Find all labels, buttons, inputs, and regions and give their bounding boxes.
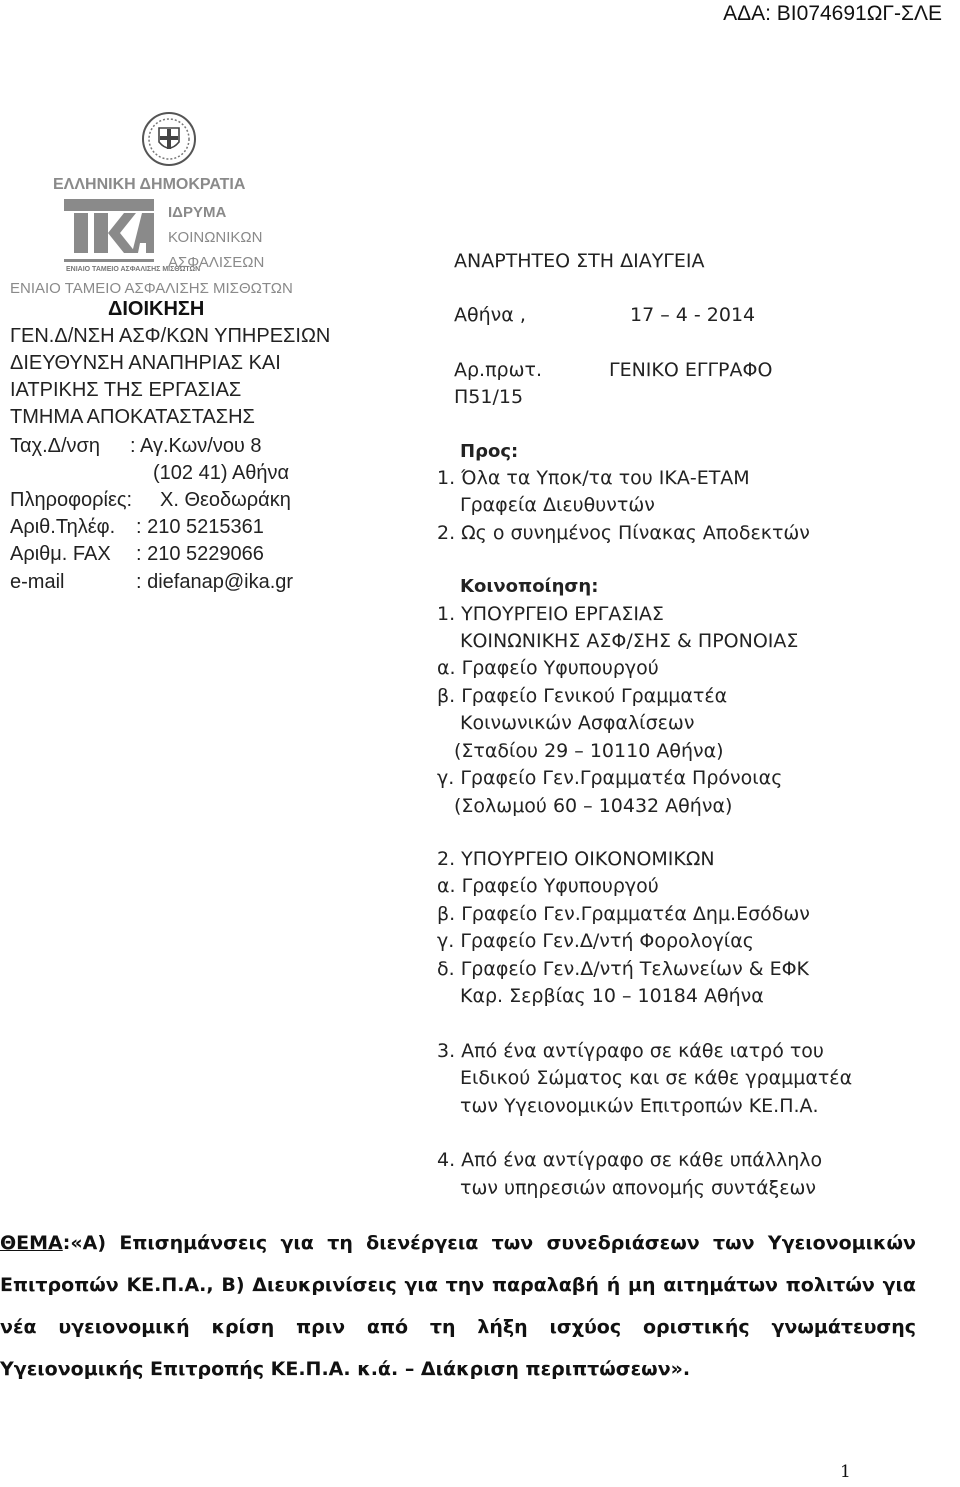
city: Αθήνα , — [454, 304, 526, 326]
recipient-line: 2. Ως ο συνημένος Πίνακας Αποδεκτών — [437, 522, 810, 544]
fund-name: ΕΝΙΑΙΟ ΤΑΜΕΙΟ ΑΣΦΑΛΙΣΗΣ ΜΙΣΘΩΤΩΝ — [10, 280, 293, 297]
cc-line: 3. Από ένα αντίγραφο σε κάθε ιατρό του — [437, 1040, 824, 1062]
org-line-3: ΑΣΦΑΛΙΣΕΩΝ — [168, 254, 265, 271]
protocol-label: Αρ.πρωτ. — [454, 359, 542, 381]
protocol-number: Π51/15 — [454, 386, 524, 408]
sender-line: ΓΕΝ.Δ/ΝΣΗ ΑΣΦ/ΚΩΝ ΥΠΗΡΕΣΙΩΝ — [10, 325, 331, 347]
email-value: : diefanap@ika.gr — [136, 571, 294, 593]
org-line-1: ΙΔΡΥΜΑ — [168, 204, 227, 221]
email-label: e-mail — [10, 571, 65, 593]
info-value: Χ. Θεοδωράκη — [160, 489, 291, 511]
sender-title: ΔΙΟΙΚΗΣΗ — [108, 298, 205, 320]
fax-value: : 210 5229066 — [136, 543, 264, 565]
tel-label: Αριθ.Τηλέφ. — [10, 516, 116, 538]
sender-line: ΔΙΕΥΘΥΝΣΗ ΑΝΑΠΗΡΙΑΣ ΚΑΙ — [10, 352, 281, 374]
document-type: ΓΕΝΙΚΟ ΕΓΓΡΑΦΟ — [609, 359, 773, 381]
cc-line: 2. ΥΠΟΥΡΓΕΙΟ ΟΙΚΟΝΟΜΙΚΩΝ — [437, 848, 715, 870]
cc-line: γ. Γραφείο Γεν.Δ/ντή Φορολογίας — [437, 930, 754, 952]
subject-paragraph — [0, 1222, 916, 1390]
page-number: 1 — [840, 1462, 851, 1482]
cc-line: ΚΟΙΝΩΝΙΚΗΣ ΑΣΦ/ΣΗΣ & ΠΡΟΝΟΙΑΣ — [460, 630, 799, 652]
cc-line: δ. Γραφείο Γεν.Δ/ντή Τελωνείων & ΕΦΚ — [437, 958, 809, 980]
subject-label: ΘΕΜΑ — [0, 1232, 63, 1254]
cc-line: α. Γραφείο Υφυπουργού — [437, 657, 659, 679]
cc-line: των Υγειονομικών Επιτροπών ΚΕ.Π.Α. — [460, 1095, 819, 1117]
document-date: 17 – 4 - 2014 — [630, 304, 756, 326]
info-label: Πληροφορίες: — [10, 489, 133, 511]
greek-seal-icon — [140, 108, 198, 170]
cc-line: Ειδικού Σώματος και σε κάθε γραμματέα — [460, 1067, 853, 1089]
cc-line: 1. ΥΠΟΥΡΓΕΙΟ ΕΡΓΑΣΙΑΣ — [437, 603, 664, 625]
ika-logo — [64, 199, 154, 269]
logo-small-caption: ΕΝΙΑΙΟ ΤΑΜΕΙΟ ΑΣΦΑΛΙΣΗΣ ΜΙΣΘΩΤΩΝ — [66, 266, 201, 273]
cc-line: 4. Από ένα αντίγραφο σε κάθε υπάλληλο — [437, 1149, 823, 1171]
cc-line: γ. Γραφείο Γεν.Γραμματέα Πρόνοιας — [437, 767, 783, 789]
cc-line: Καρ. Σερβίας 10 – 10184 Αθήνα — [460, 985, 764, 1007]
to-label: Προς: — [460, 441, 519, 462]
republic-label: ΕΛΛΗΝΙΚΗ ΔΗΜΟΚΡΑΤΙΑ — [53, 176, 246, 193]
tel-value: : 210 5215361 — [136, 516, 264, 538]
fax-label: Αριθμ. FAX — [10, 543, 111, 565]
cc-line: Κοινωνικών Ασφαλίσεων — [460, 712, 695, 734]
cc-line: (Σολωμού 60 – 10432 Αθήνα) — [454, 795, 733, 817]
cc-line: (Σταδίου 29 – 10110 Αθήνα) — [454, 740, 724, 762]
cc-line: β. Γραφείο Γεν.Γραμματέα Δημ.Εσόδων — [437, 903, 810, 925]
recipient-line: 1. Όλα τα Υποκ/τα του ΙΚΑ-ΕΤΑΜ — [437, 467, 750, 489]
cc-line: β. Γραφείο Γενικού Γραμματέα — [437, 685, 728, 707]
sender-line: ΤΜΗΜΑ ΑΠΟΚΑΤΑΣΤΑΣΗΣ — [10, 406, 255, 428]
address-city: (102 41) Αθήνα — [153, 462, 290, 484]
ada-code: ΑΔΑ: ΒΙ074691ΩΓ-ΣΛΕ — [723, 2, 942, 25]
cc-line: των υπηρεσιών απονομής συντάξεων — [460, 1177, 816, 1199]
diavgeia-notice: ΑΝΑΡΤΗΤΕΟ ΣΤΗ ΔΙΑΥΓΕΙΑ — [454, 250, 705, 272]
sender-line: ΙΑΤΡΙΚΗΣ ΤΗΣ ΕΡΓΑΣΙΑΣ — [10, 379, 242, 401]
org-line-2: ΚΟΙΝΩΝΙΚΩΝ — [168, 229, 263, 246]
address-value: : Αγ.Κων/νου 8 — [130, 435, 262, 457]
cc-line: α. Γραφείο Υφυπουργού — [437, 875, 659, 897]
recipient-line: Γραφεία Διευθυντών — [460, 494, 655, 516]
subject-text: :«Α) Επισημάνσεις για τη διενέργεια των συνεδριάσεων των Υγειονομικών Επιτροπών ΚΕ.Π.Α., Β) Διευκρινίσεις για την παραλαβή ή μη αιτημάτων πολιτών για νέα υγειονομική κρίση πριν από τη λήξη ισχύος οριστικής γνωμάτευσης Υγειονομικής Επιτροπής ΚΕ.Π.Α. κ.ά. – Διάκριση περιπτώσεων». — [0, 1232, 916, 1380]
address-label: Ταχ.Δ/νση — [10, 435, 101, 457]
cc-label: Κοινοποίηση: — [460, 576, 599, 597]
